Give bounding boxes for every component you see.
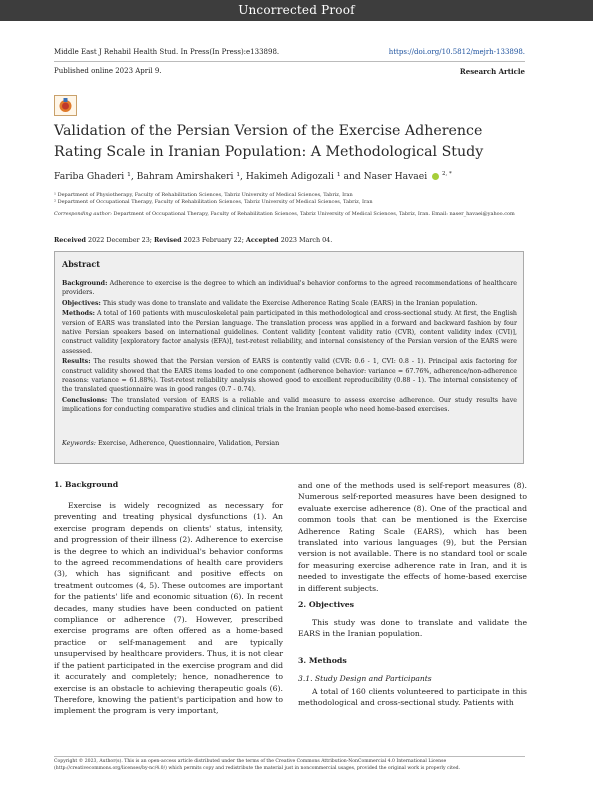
journal-citation: Middle East J Rehabil Health Stud. In Press(In Press):e133898. [54, 48, 280, 56]
author-superscript: 2, * [442, 171, 452, 177]
background-paragraph-2: and one of the methods used is self-report measures (8). Numerous self-reported measures have been designed to evaluate exercise adherence (8). One of the practical and common tools that can be mentioned is the Exercise Adherence Rating Scale (EARS), which has been translated into various languages (9), but the Persian version is not available. There is no standard tool or scale for measuring exercise adherence rate in Iran, and it is needed to investigate the effects of home-based exercise in different subjects. [298, 481, 527, 593]
footer-divider [54, 756, 525, 757]
author-names: Fariba Ghaderi ¹, Bahram Amirshakeri ¹, Hakimeh Adigozali ¹ and Naser Havaei [54, 171, 428, 183]
article-title: Validation of the Persian Version of the Exercise Adherence Rating Scale in Iranian Population: A Methodological Study [54, 123, 484, 160]
article-dates [54, 236, 332, 244]
received-date: 2022 December 23; [86, 236, 154, 244]
author-list [54, 171, 452, 182]
article-type: Research Article [459, 67, 525, 76]
keywords [62, 439, 279, 447]
accepted-label: Accepted [245, 236, 279, 244]
background-text-left [54, 500, 283, 717]
abstract-methods: Methods: A total of 160 patients with musculoskeletal pain participated in this methodological and cross-sectional study. At first, the English version of EARS was translated into the Persian language. The translation process was applied in a forward and backward fashion by four native Persian speakers based on international guidelines. Content validity [content validity ratio (CVR), content validity index (CVI)], construct validity [exploratory factor analysis (EFA)], test-retest reliability, and internal consistency of the Persian version of the EARS were assessed. [62, 310, 517, 355]
abstract-box [54, 251, 524, 464]
methods-subheading: 3.1. Study Design and Participants [298, 674, 432, 683]
objectives-paragraph: This study was done to translate and validate the EARS in the Iranian population. [298, 618, 527, 639]
uncorrected-proof-banner: Uncorrected Proof [0, 0, 593, 21]
corresponding-label: Corresponding author: [54, 211, 112, 217]
keywords-label: Keywords: [62, 439, 96, 447]
corresponding-author [54, 211, 524, 218]
methods-heading: 3. Methods [298, 656, 347, 665]
abstract-results: Results: The results showed that the Persian version of EARS is contently valid (CVR: 0.6 - 1, CVI: 0.8 - 1). Principal axis factoring for construct validity showed that the EARS items loaded to one component (adherence behavior: variance = 67.76%, adherence/non-adherence reasons: variance = 61.88%). Test-retest reliability analysis showed good to excellent reproducibility (0.88 - 1). The internal consistency of the translated questionnaire was in good ranges (0.7 - 0.74). [62, 358, 517, 394]
revised-date: 2023 February 22; [181, 236, 246, 244]
accepted-date: 2023 March 04. [278, 236, 333, 244]
doi-link[interactable]: https://doi.org/10.5812/mejrh-133898. [388, 48, 525, 56]
background-text-right [298, 480, 527, 594]
background-heading: 1. Background [54, 480, 119, 489]
abstract-body [62, 279, 517, 416]
published-date: Published online 2023 April 9. [54, 67, 162, 75]
abstract-conclusions: Conclusions: The translated version of EARS is a reliable and valid measure to assess exercise adherence. Our study results have implications for conducting comparative studies and clinical trials in the Iranian people who need home-based exercises. [62, 396, 517, 414]
objectives-text [298, 617, 527, 640]
methods-text [298, 686, 527, 709]
keywords-list: Exercise, Adherence, Questionnaire, Validation, Persian [95, 439, 280, 447]
header-divider [54, 61, 525, 62]
abstract-background: Background: Adherence to exercise is the degree to which an individual's behavior conforms to the agreed recommendations of healthcare providers. [62, 280, 517, 297]
methods-paragraph: A total of 160 clients volunteered to participate in this methodological and cross-sectional study. Patients with [298, 687, 527, 708]
abstract-objectives: Objectives: This study was done to translate and validate the Exercise Adherence Rating Scale (EARS) in the Iranian population. [62, 299, 478, 307]
objectives-heading: 2. Objectives [298, 600, 355, 609]
revised-label: Revised [153, 236, 182, 244]
affiliation-1: ¹ Department of Physiotherapy, Faculty of Rehabilitation Sciences, Tabriz University of Medical Sciences, Tabriz, Iran [54, 192, 353, 198]
open-access-icon [54, 95, 77, 116]
orcid-icon[interactable] [432, 173, 439, 180]
corresponding-text: Department of Occupational Therapy, Faculty of Rehabilitation Sciences, Tabriz University of Medical Sciences, Tabriz, Iran. Email: naser_havaei@yahoo.com [111, 211, 515, 217]
background-paragraph-1: Exercise is widely recognized as necessary for preventing and treating physical dysfunctions (1). An exercise program depends on clients' status, intensity, and progression of their illness (2). Adherence to exercise is the degree to which an individual's behavior conforms to the agreed recommendations of health care providers (3), which has significant and positive effects on treatment outcomes (4, 5). These outcomes are important for the patients' life and economic situation (6). In recent decades, many studies have been conducted on patient compliance or adherence (7). However, prescribed exercise programs are often offered as a home-based practice or self-management and are typically unsupervised by healthcare providers. Thus, it is not clear if the patient participated in the exercise program and did it accurately and completely; hence, nonadherence to exercise is an obstacle to achieving therapeutic goals (6). Therefore, knowing the patient's participation and how to implement the program is very important, [54, 501, 283, 716]
copyright-footer: Copyright © 2023, Author(s). This is an open-access article distributed under the terms of the Creative Commons Attribution-NonCommercial 4.0 International License (http://creativecommons.org/licenses/by-nc/4.0/) which permits copy and redistribute the material just in noncommercial usages, provided the original work is properly cited. [54, 759, 461, 771]
received-label: Received [54, 236, 87, 244]
affiliation-2: ² Department of Occupational Therapy, Faculty of Rehabilitation Sciences, Tabriz University of Medical Sciences, Tabriz, Iran [54, 199, 373, 205]
abstract-title: Abstract [62, 259, 100, 269]
